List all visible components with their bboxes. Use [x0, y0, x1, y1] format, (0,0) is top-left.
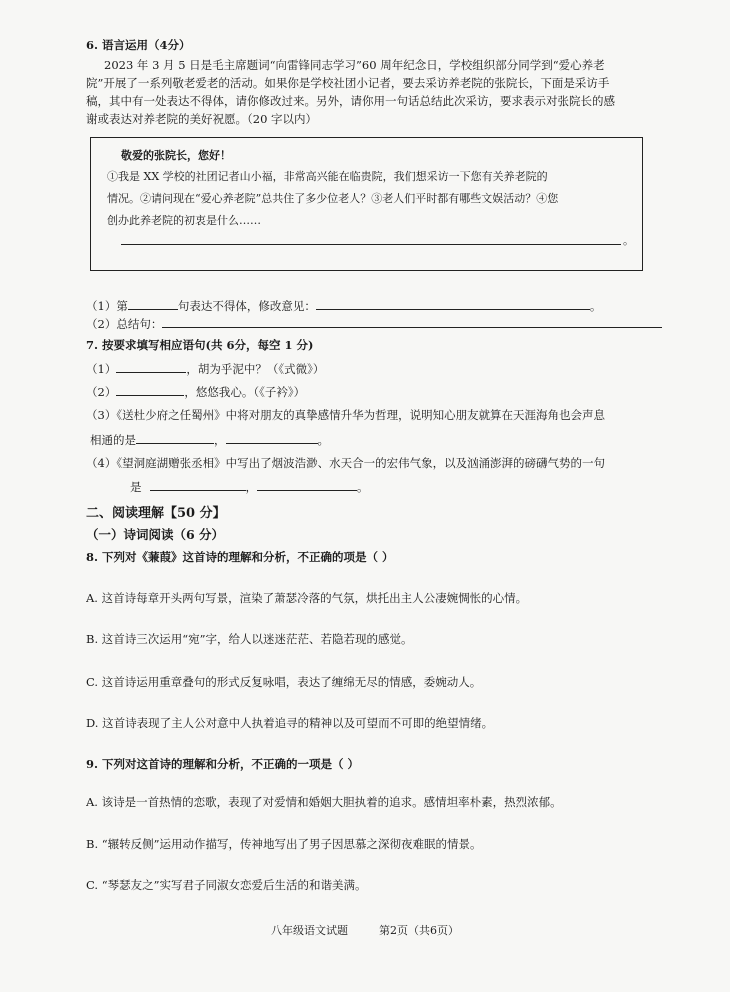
draft-end-mark: 。: [623, 234, 634, 247]
poetry-subsection-heading: （一）诗词阅读（6 分）: [86, 527, 225, 542]
q7-blank-5[interactable]: [150, 479, 246, 491]
q6-answer-2: [86, 316, 686, 332]
q7-heading: 7. 按要求填写相应语句(共 6分，每空 1 分): [86, 338, 314, 352]
q9-option-c[interactable]: C. “琴瑟友之”实写君子同淑女恋爱后生活的和谐美满。: [86, 878, 367, 892]
q7-item-1-text: ，胡为乎泥中？（《式微》）: [186, 362, 325, 376]
page-footer: [0, 922, 730, 938]
q7-item-4-prefix: 是: [130, 480, 142, 494]
q9-option-b[interactable]: B. “辗转反侧”运用动作描写，传神地写出了男子因思慕之深彻夜难眠的情景。: [86, 837, 482, 851]
q6-paragraph-line-2: 院”开展了一系列敬老爱老的活动。如果你是学校社团小记者，要去采访养老院的张院长，下面是采访手: [86, 76, 610, 90]
q6-answer-1-prefix: （1）第: [86, 299, 128, 313]
q7-item-2-text: ，悠悠我心。（《子衿》）: [184, 385, 306, 399]
q7-blank-4[interactable]: [226, 432, 318, 444]
q7-item-4-line-1: （4）《望洞庭湖赠张丞相》中写出了烟波浩渺、水天合一的宏伟气象，以及汹涌澎湃的磅礴气势的一句: [86, 456, 606, 470]
q7-blank-6[interactable]: [257, 479, 357, 491]
q8-option-b[interactable]: B. 这首诗三次运用“宛”字，给人以迷迷茫茫、若隐若现的感觉。: [86, 632, 413, 646]
draft-line-1: ①我是 XX 学校的社团记者山小福，非常高兴能在临贵院，我们想采访一下您有关养老院的: [107, 170, 548, 183]
q9-heading: 9. 下列对这首诗的理解和分析，不正确的一项是（ ）: [86, 757, 360, 771]
q6-answer-2-prefix: （2）总结句：: [86, 317, 163, 331]
q6-answer-1: [86, 298, 686, 314]
q7-item-3-end: 。: [317, 433, 329, 447]
q7-item-4-end: 。: [357, 480, 369, 494]
draft-line-3: 创办此养老院的初衷是什么……: [107, 214, 261, 227]
q9-option-a[interactable]: A. 该诗是一首热情的恋歌，表现了对爱情和婚姻大胆执着的追求。感情坦率朴素，热烈浓郁。: [86, 795, 562, 809]
q7-blank-1[interactable]: [116, 361, 186, 373]
q7-item-4-comma: ，: [245, 480, 257, 494]
q6-paragraph-line-3: 稿，其中有一处表达不得体，请你修改过来。另外，请你用一句话总结此次采访，要求表示对张院长的感: [86, 94, 615, 108]
revision-blank[interactable]: [316, 298, 590, 310]
q7-item-3-comma: ，: [214, 433, 226, 447]
q7-item-2-prefix: （2）: [86, 385, 117, 399]
q7-blank-3[interactable]: [136, 432, 214, 444]
q6-paragraph-line-4: 谢或表达对养老院的美好祝愿。（20 字以内）: [86, 112, 318, 126]
section-2-heading: 二、阅读理解【50 分】: [86, 506, 226, 521]
q8-heading: 8. 下列对《蒹葭》这首诗的理解和分析，不正确的项是（ ）: [86, 550, 394, 564]
q6-answer-1-end: 。: [589, 299, 602, 313]
q8-option-a[interactable]: A. 这首诗每章开头两句写景，渲染了萧瑟冷落的气氛，烘托出主人公凄婉惆怅的心情。: [86, 591, 528, 605]
q7-item-3-line-2: [90, 432, 690, 448]
footer-subject: 八年级语文试题: [271, 924, 348, 937]
q6-heading: 6. 语言运用（4分）: [86, 38, 191, 52]
q6-answer-1-mid: 句表达不得体，修改意见：: [177, 299, 316, 313]
q8-option-c[interactable]: C. 这首诗运用重章叠句的形式反复咏唱，表达了缠绵无尽的情感，委婉动人。: [86, 675, 482, 689]
q7-item-2: [86, 384, 686, 400]
footer-page-number: 第2页（共6页）: [379, 924, 459, 937]
q7-item-4-line-2: [130, 479, 730, 495]
q7-item-3-prefix: 相通的是: [90, 433, 136, 447]
draft-line-2: 情况。②请问现在“爱心养老院”总共住了多少位老人？③老人们平时都有哪些文娱活动？④您: [107, 192, 559, 205]
draft-greeting: 敬爱的张院长，您好！: [121, 149, 231, 162]
q7-item-1: [86, 361, 686, 377]
sentence-number-blank[interactable]: [128, 298, 178, 310]
q7-item-1-prefix: （1）: [86, 362, 117, 376]
summary-blank[interactable]: [162, 316, 662, 328]
interview-draft-box: [90, 137, 643, 271]
q6-paragraph-line-1: 2023 年 3 月 5 日是毛主席题词“向雷锋同志学习”60 周年纪念日，学校组织部分同学到“爱心养老: [104, 58, 605, 72]
q7-item-3-line-1: （3）《送杜少府之任蜀州》中将对朋友的真挚感情升华为哲理，说明知心朋友就算在天涯海角也会声息: [86, 408, 606, 422]
draft-answer-line[interactable]: [121, 244, 621, 245]
q8-option-d[interactable]: D. 这首诗表现了主人公对意中人执着追寻的精神以及可望而不可即的绝望情绪。: [86, 716, 494, 730]
q7-blank-2[interactable]: [116, 384, 184, 396]
